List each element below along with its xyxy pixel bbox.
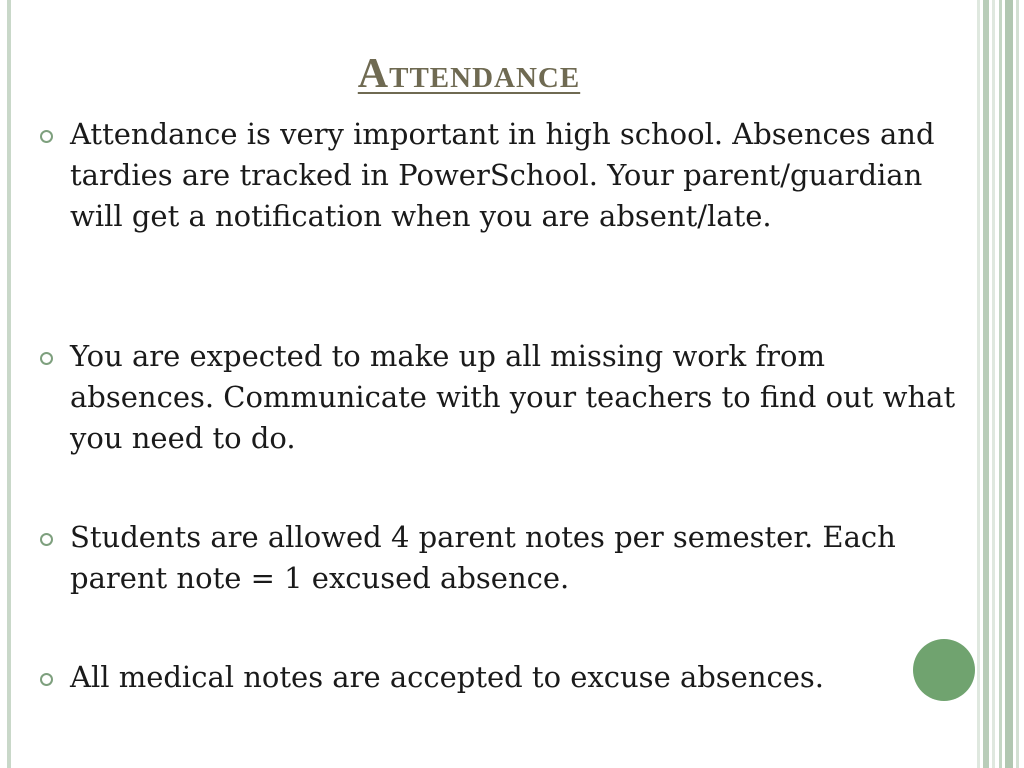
bullet-text: Students are allowed 4 parent notes per semester. Each parent note = 1 excused absence. xyxy=(70,520,896,595)
bullet-icon xyxy=(40,673,53,686)
bullet-icon xyxy=(40,533,53,546)
bullet-text: All medical notes are accepted to excuse absences. xyxy=(70,660,825,694)
bullet-icon xyxy=(40,352,53,365)
right-border-stripes xyxy=(977,0,1024,768)
bullet-text: You are expected to make up all missing work from absences. Communicate with your teachers to find out what you need to do. xyxy=(70,339,956,455)
bullet-icon xyxy=(40,130,53,143)
slide-title: Attendance xyxy=(357,51,581,97)
bullet-text: Attendance is very important in high school. Absences and tardies are tracked in PowerSchool. Your parent/guardian will get a notification when you are absent/late. xyxy=(70,117,935,233)
decorative-circle xyxy=(913,639,975,701)
left-border-stripe xyxy=(7,0,11,768)
